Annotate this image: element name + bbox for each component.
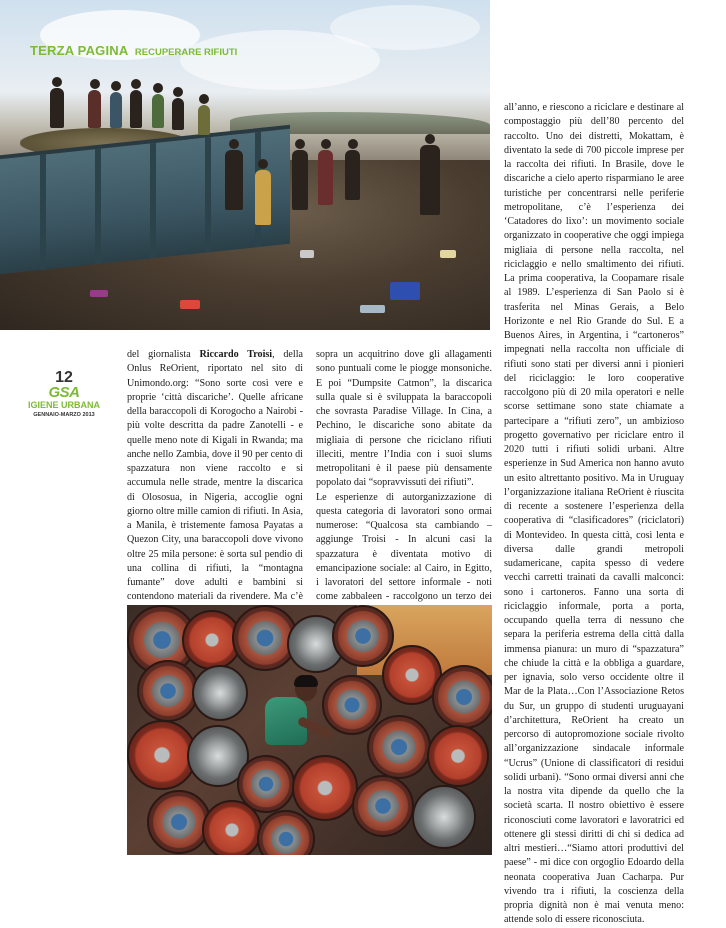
worker-figure [110, 92, 122, 128]
section-header [30, 42, 237, 60]
brake-drum [412, 785, 476, 849]
brake-drum [322, 675, 382, 735]
container-rib [40, 154, 46, 270]
brake-drum [147, 790, 211, 854]
article-column-3 [504, 101, 684, 928]
brake-drum [367, 715, 431, 779]
cloud [330, 5, 480, 50]
worker-figure [172, 98, 184, 130]
litter [90, 290, 108, 297]
worker-figure [152, 94, 164, 128]
worker-figure [345, 150, 360, 200]
brake-drum [137, 660, 199, 722]
body-text: , della Onlus ReOrient, riportato nel sito di Unimondo.org: “Sono sorte così vere e proprie ‘città discariche’. Quelle africane della baraccopoli di Korogocho a Nairobi - più volte descritta da padre Zanotelli - e quelle meno note di Kigali in Rwanda; ma anche nello Zambia, dove il 90 per cento di spazzatura non viene raccolto e si accumula nelle strade, mentre la discarica di Olososua, in Nigeria, accoglie ogni giorno oltre mille camion di rifiuti. In Asia, a Manila, è tristemente famosa Payatas a Quezon City, una baraccopoli dove vivono oltre 25 mila persone: è sorta sul pendio di una collina di rifiuti, la “montagna fumante” dove adulti e bambini si contendono materiali da rivendere. Ma c’è [127, 349, 303, 603]
author-name: Riccardo Troisi [199, 349, 273, 360]
folio [24, 370, 104, 419]
paragraph: sopra un acquitrino dove gli allagamenti sono puntuali come le piogge monsoniche. E poi “Dumpsite Catmon”, la discarica sulla quale si è sviluppata la baraccopoli che sovrasta Paradise Village. In Cina, a Pechino, le discariche sono abitate da migliaia di persone che riciclano rifiuti illeciti, mentre l’India con i suoi slums metropolitani è il paese più densamente popolato dai “sopravvissuti dei rifiuti”. [316, 349, 492, 489]
litter [180, 300, 200, 309]
worker-figure [292, 150, 308, 210]
brake-drum [427, 725, 489, 787]
issue-date: GENNAIO-MARZO 2013 [33, 412, 95, 418]
brake-drum [352, 775, 414, 837]
container-rib [205, 137, 211, 253]
worker-figure [225, 150, 243, 210]
litter [440, 250, 456, 258]
litter [390, 282, 420, 300]
brake-drum [432, 665, 492, 729]
worker-figure [50, 88, 64, 128]
brake-drum [192, 665, 248, 721]
magazine-name: IGIENE URBANA [27, 400, 100, 410]
worker-figure [420, 145, 440, 215]
litter [360, 305, 385, 313]
paragraph: Le esperienze di autorganizzazione di questa categoria di lavoratori sono ormai numerose: “Qualcosa sta cambiando – aggiunge Troisi - In alcuni casi la spazzatura è diventata motivo di emancipazione sociale: al Cairo, in Egitto, i lavoratori del settore informale - noti come zabbaleen - raccolgono un terzo dei [316, 491, 492, 603]
brake-drum [257, 810, 315, 855]
page-number: 12 [55, 369, 73, 386]
worker-figure [198, 105, 210, 135]
worker-figure [318, 150, 333, 205]
worker-figure [130, 90, 142, 128]
magazine-logo: GSA [48, 384, 80, 401]
article-column-1 [127, 348, 303, 647]
paragraph [127, 348, 303, 647]
brake-drum [332, 605, 394, 667]
worker-hair [294, 675, 318, 687]
scrap-parts-photo [127, 605, 492, 855]
container-rib [95, 149, 101, 265]
litter [300, 250, 314, 258]
container-rib [150, 143, 156, 259]
paragraph: all’anno, e riescono a riciclare e destinare al compostaggio più dell’80 percento del raccolto. Uno dei distretti, Mokattam, è diventato la sede di 700 piccole imprese per la raccolta dei rifiuti. In Brasile, dove le discariche a cielo aperto risparmiano le aree turistiche per concentrarsi nelle periferie metropolitane, c’è l’esperienza dei ‘Catadores do lixo’: un movimento sociale organizzato in cooperative che oggi impiega migliaia di persone nella raccolta, nel riciclaggio e nello smaltimento dei rifiuti. La prima cooperativa, la Coopamare risale al 1989. L’esperienza di San Paolo si è trasferita nel Minas Gerais, a Belo Horizonte e nel Rio Grande do Sul. E a Buenos Aires, in Argentina, i “cartoneros” impegnati nella raccolta non ufficiale di rifiuti sono stati per diversi anni i pionieri del riciclaggio: le loro cooperative raccolgono più di 20 mila operatori e nelle scorse settimane sono state chiamate a partecipare a “rifiuti zero”, un ambizioso progetto governativo per riciclare entro il 2020 tutti i rifiuti solidi urbani. Altre esperienze in Sud America non hanno avuto un esito altrettanto positivo. Ma in Uruguay l’organizzazione italiana ReOrient è riuscita di recente a sostenere l’esperienza della cooperativa di “clasificadores” (riciclatori) di Montevideo. In questa città, così lenta e diversa dalle grandi metropoli sudamericane, capita spesso di vedere vecchi carretti trainati da cavalli malconci: sono i cartoneros. Fanno una sorta di riciclaggio informale, porta a porta, occupando quella terra di nessuno che separa la periferia estrema della città dalla immensa pianura: un muro di “spazzatura” che chiude la città e la obbliga a guardare, per ignavia, solo verso occidente oltre il Mar de la Plata…Con l’Associazione Retos du Sur, un gruppo di studenti uruguayani d’architettura, ReOrient ha creato un percorso di autopromozione sociale rivolto all’organizzazione sindacale informale “Ucrus” (Unione di classificatori di residui solidi urbani). “Sono ormai diversi anni che la nostra vita dipende da quello che la società scarta. Il nostro obiettivo è essere riconosciuti come lavoratori e lavoratrici ed ottenere gli stessi diritti di chi si dedica ad altri mestieri…“Siamo attori produttivi del paese” - mi dice con orgoglio Edoardo della neonata cooperativa Juan Cacharpa. Pur vivendo tra i rifiuti, la coscienza della propria dignità non è mai venuta meno: attende solo di essere riconosciuta. [504, 102, 684, 926]
brake-drum [202, 800, 262, 855]
worker-figure [88, 90, 101, 128]
section-title: TERZA PAGINA [30, 43, 129, 58]
worker-figure [255, 170, 271, 225]
section-subtitle: RECUPERARE RIFIUTI [134, 47, 238, 58]
brake-drum [292, 755, 358, 821]
intro-text: del giornalista [127, 349, 200, 360]
article-column-2 [316, 348, 492, 633]
